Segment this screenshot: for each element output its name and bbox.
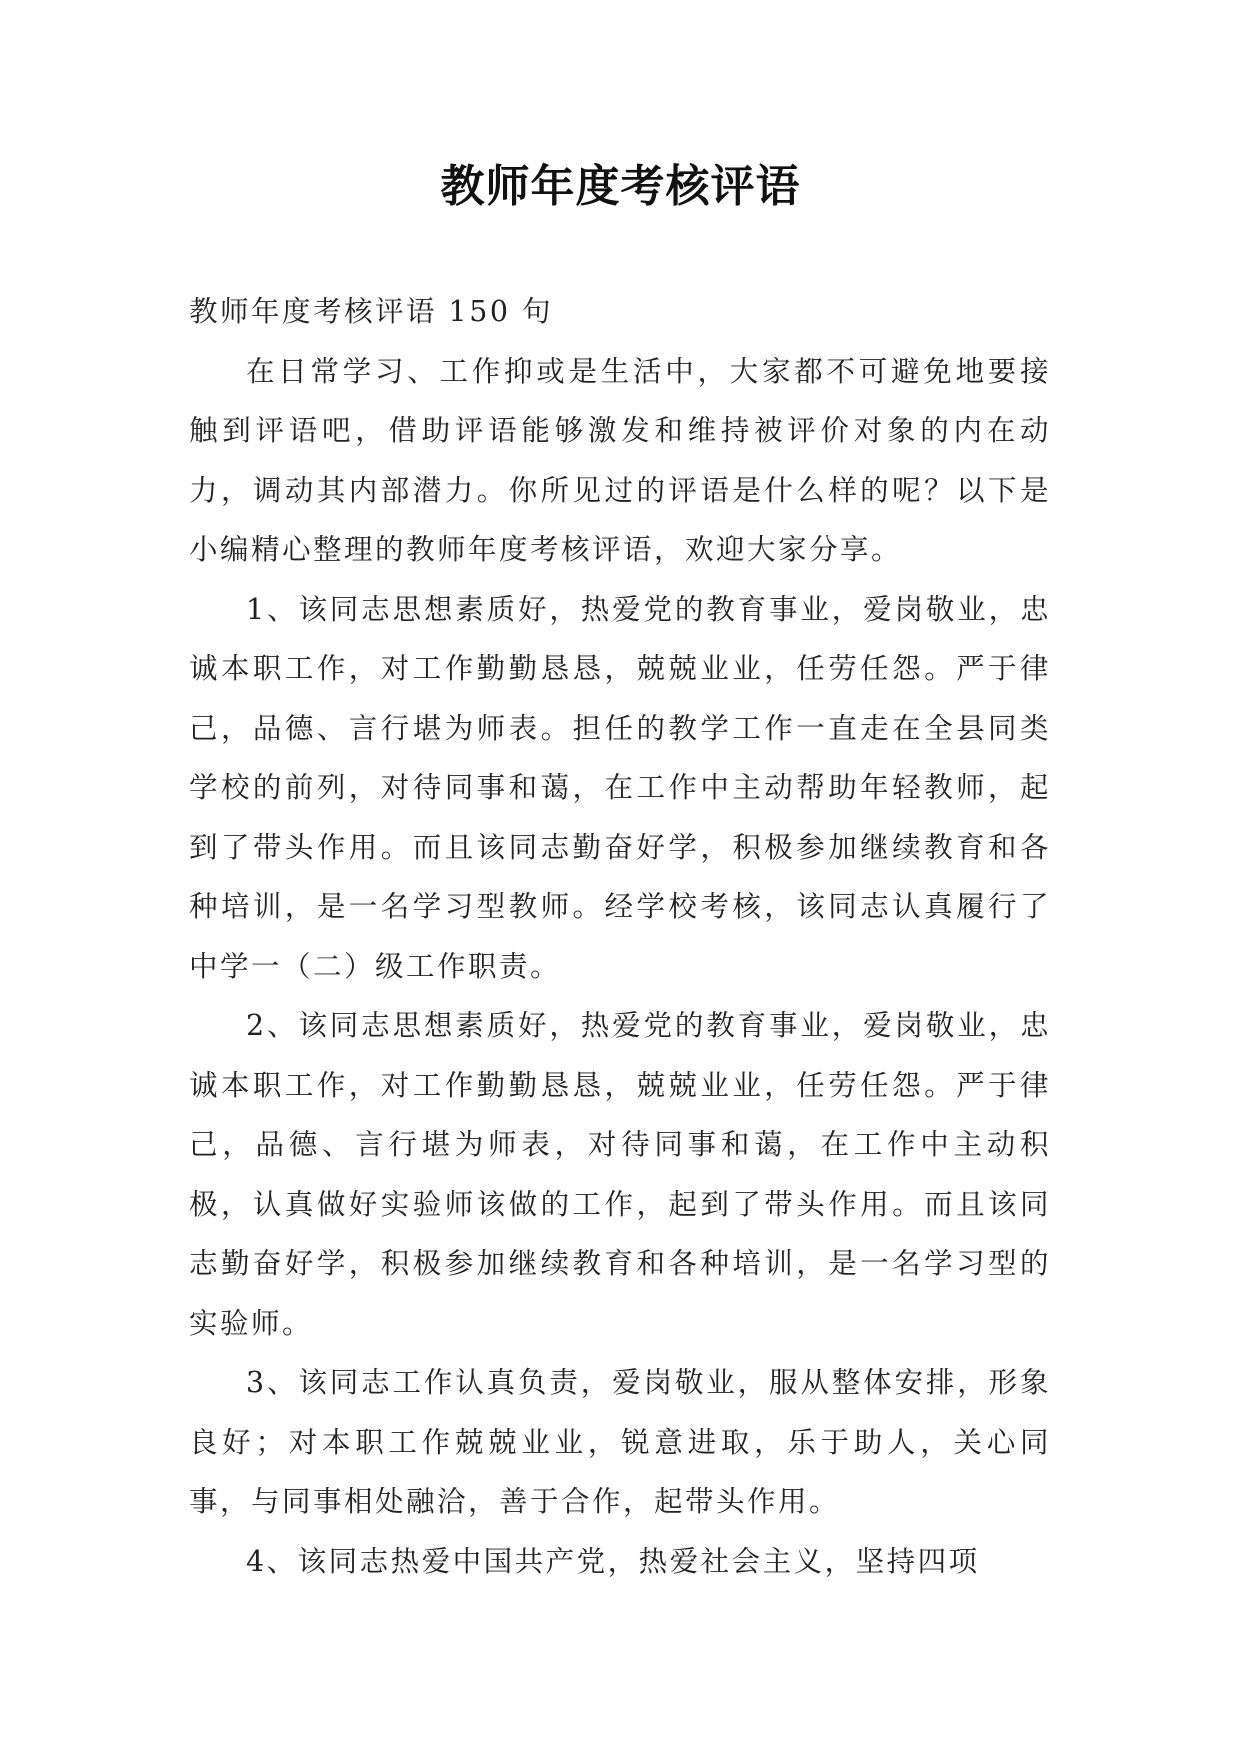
comment-item-1: 1、该同志思想素质好，热爱党的教育事业，爱岗敬业，忠诚本职工作，对工作勤勤恳恳，兢兢业业，任劳任怨。严于律己，品德、言行堪为师表。担任的教学工作一直走在全县同类学校的前列，对待同事和蔼，在工作中主动帮助年轻教师，起到了带头作用。而且该同志勤奋好学，积极参加继续教育和各种培训，是一名学习型教师。经学校考核，该同志认真履行了中学一（二）级工作职责。 — [189, 592, 1051, 983]
comment-item-3: 3、该同志工作认真负责，爱岗敬业，服从整体安排，形象良好；对本职工作兢兢业业，锐意进取，乐于助人，关心同事，与同事相处融洽，善于合作，起带头作用。 — [189, 1366, 1051, 1518]
intro-paragraph: 在日常学习、工作抑或是生活中，大家都不可避免地要接触到评语吧，借助评语能够激发和维持被评价对象的内在动力，调动其内部潜力。你所见过的评语是什么样的呢？以下是小编精心整理的教师年度考核评语，欢迎大家分享。 — [189, 354, 1051, 566]
document-body — [189, 282, 1051, 1591]
comment-item-4: 4、该同志热爱中国共产党，热爱社会主义，坚持四项 — [246, 1544, 980, 1578]
document-subtitle: 教师年度考核评语 150 句 — [189, 295, 554, 328]
document-title: 教师年度考核评语 — [440, 161, 801, 212]
comment-item-2: 2、该同志思想素质好，热爱党的教育事业，爱岗敬业，忠诚本职工作，对工作勤勤恳恳，兢兢业业，任劳任怨。严于律己，品德、言行堪为师表，对待同事和蔼，在工作中主动积极，认真做好实验师该做的工作，起到了带头作用。而且该同志勤奋好学，积极参加继续教育和各种培训，是一名学习型的实验师。 — [189, 1009, 1051, 1340]
